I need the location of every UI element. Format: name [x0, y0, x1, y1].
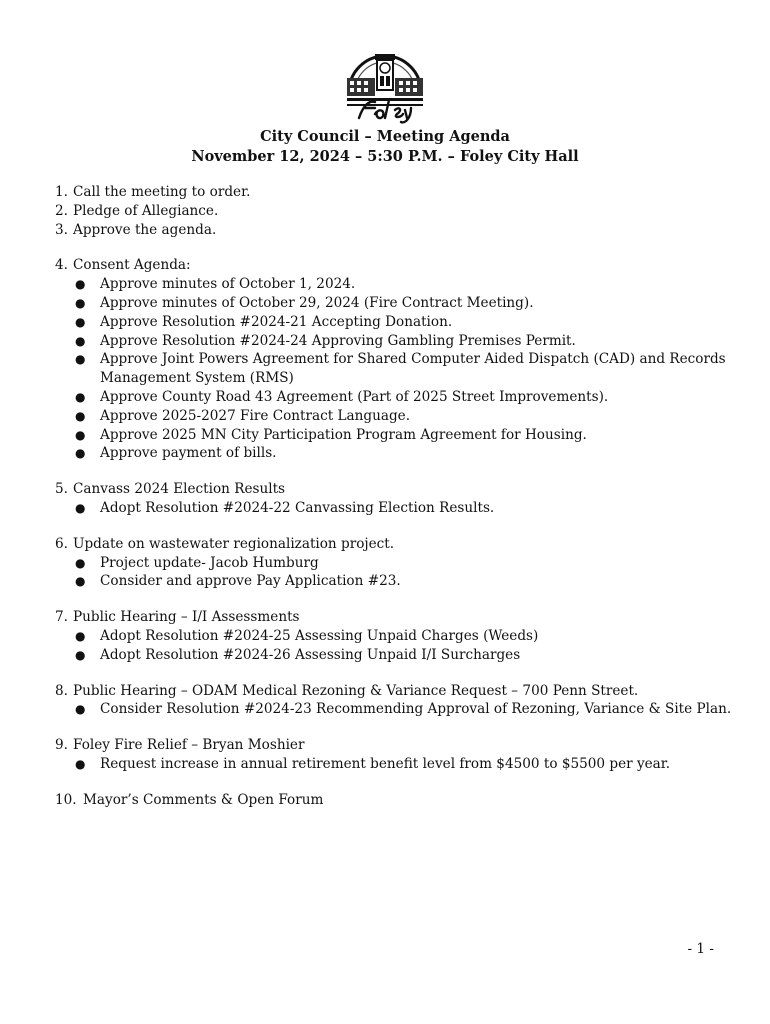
agenda-item-text: Public Hearing – I/I Assessments — [73, 609, 300, 626]
page-title: City Council – Meeting Agenda — [260, 128, 510, 145]
sub-item-text: Approve Resolution #2024-21 Accepting Donation. — [100, 313, 453, 330]
agenda-item-text: Call the meeting to order. — [73, 184, 251, 200]
sub-item-text: Approve Joint Powers Agreement for Shared Computer Aided Dispatch (CAD) and Records Management System (RMS) — [100, 351, 726, 387]
sub-item-text: Request increase in annual retirement benefit level from $4500 to $5500 per year. — [100, 755, 671, 772]
sub-item-text: Consider Resolution #2024-23 Recommending Approval of Rezoning, Variance & Site Plan. — [100, 701, 732, 718]
agenda-item-text: Foley Fire Relief – Bryan Moshier — [73, 737, 305, 754]
agenda-list — [55, 183, 745, 810]
bullet-icon: ● — [75, 702, 86, 717]
agenda-item — [55, 682, 745, 701]
sub-item — [55, 388, 745, 407]
bullet-icon: ● — [75, 647, 86, 662]
spacer — [55, 665, 745, 682]
sub-item-list — [55, 700, 745, 719]
spacer — [55, 774, 745, 791]
spacer — [55, 239, 745, 256]
agenda-item-number: 4. — [55, 257, 68, 274]
agenda-item-text: Canvass 2024 Election Results — [73, 481, 286, 498]
bullet-icon: ● — [75, 408, 86, 423]
agenda-item-text: Pledge of Allegiance. — [73, 202, 219, 219]
bullet-icon: ● — [75, 333, 86, 348]
agenda-item — [55, 183, 745, 202]
sub-item — [55, 499, 745, 518]
spacer — [55, 463, 745, 480]
sub-item-text: Approve minutes of October 29, 2024 (Fire Contract Meeting). — [100, 294, 534, 311]
sub-item-text: Approve payment of bills. — [100, 445, 277, 462]
sub-item — [55, 275, 745, 294]
bullet-icon: ● — [75, 574, 86, 589]
agenda-item-number: 1. — [55, 184, 68, 200]
sub-item-text: Adopt Resolution #2024-26 Assessing Unpaid I/I Surcharges — [100, 646, 521, 663]
agenda-item — [55, 202, 745, 221]
sub-item-text: Consider and approve Pay Application #23. — [100, 573, 401, 590]
sub-item-text: Adopt Resolution #2024-25 Assessing Unpaid Charges (Weeds) — [100, 627, 539, 644]
agenda-item — [55, 256, 745, 275]
bullet-icon: ● — [75, 314, 86, 329]
sub-item-text: Adopt Resolution #2024-22 Canvassing Election Results. — [100, 499, 495, 516]
sub-item-list — [55, 755, 745, 774]
agenda-item-text: Consent Agenda: — [73, 257, 191, 274]
agenda-item-text: Mayor’s Comments & Open Forum — [83, 791, 324, 808]
sub-item-text: Project update- Jacob Humburg — [100, 554, 319, 571]
sub-item — [55, 313, 745, 332]
sub-item-text: Approve minutes of October 1, 2024. — [100, 276, 356, 293]
agenda-item — [55, 480, 745, 499]
agenda-item-text: Update on wastewater regionalization project. — [73, 535, 395, 552]
sub-item — [55, 426, 745, 445]
agenda-item-number: 10. — [55, 791, 77, 808]
sub-item — [55, 700, 745, 719]
sub-item-list — [55, 499, 745, 518]
agenda-item-number: 5. — [55, 481, 68, 498]
sub-item — [55, 554, 745, 573]
sub-item-list — [55, 627, 745, 665]
bullet-icon: ● — [75, 555, 86, 570]
sub-item-text: Approve County Road 43 Agreement (Part of 2025 Street Improvements). — [100, 388, 609, 405]
bullet-icon: ● — [75, 500, 86, 515]
sub-item — [55, 407, 745, 426]
sub-item-list — [55, 554, 745, 592]
sub-item — [55, 646, 745, 665]
spacer — [55, 719, 745, 736]
sub-item — [55, 332, 745, 351]
spacer — [55, 518, 745, 535]
sub-item-text: Approve 2025-2027 Fire Contract Language. — [100, 407, 411, 424]
bullet-icon: ● — [75, 277, 86, 292]
agenda-item — [55, 736, 745, 755]
agenda-item — [55, 535, 745, 554]
foley-city-logo-icon — [345, 48, 425, 124]
sub-item — [55, 350, 745, 388]
agenda-item-number: 2. — [55, 202, 68, 219]
agenda-item-number: 6. — [55, 535, 68, 552]
agenda-item-number: 7. — [55, 609, 68, 626]
agenda-item-number: 8. — [55, 682, 68, 699]
bullet-icon: ● — [75, 389, 86, 404]
agenda-item-number: 9. — [55, 737, 68, 754]
sub-item — [55, 572, 745, 591]
sub-item — [55, 294, 745, 313]
sub-item — [55, 755, 745, 774]
spacer — [55, 591, 745, 608]
sub-item-list — [55, 275, 745, 463]
agenda-item-text: Public Hearing – ODAM Medical Rezoning & Variance Request – 700 Penn Street. — [73, 682, 639, 699]
agenda-item-number: 3. — [55, 221, 68, 238]
agenda-item — [55, 221, 745, 240]
agenda-header — [0, 127, 770, 167]
bullet-icon: ● — [75, 427, 86, 442]
sub-item-text: Approve 2025 MN City Participation Program Agreement for Housing. — [100, 426, 587, 443]
bullet-icon: ● — [75, 756, 86, 771]
page-number: - 1 - — [687, 941, 714, 957]
agenda-item — [55, 791, 745, 810]
bullet-icon: ● — [75, 446, 86, 461]
bullet-icon: ● — [75, 295, 86, 310]
sub-item — [55, 444, 745, 463]
bullet-icon: ● — [75, 352, 86, 367]
bullet-icon: ● — [75, 628, 86, 643]
sub-item-text: Approve Resolution #2024-24 Approving Gambling Premises Permit. — [100, 332, 576, 349]
agenda-item — [55, 608, 745, 627]
meeting-date-location: November 12, 2024 – 5:30 P.M. – Foley City Hall — [191, 148, 579, 165]
sub-item — [55, 627, 745, 646]
agenda-item-text: Approve the agenda. — [73, 221, 217, 238]
